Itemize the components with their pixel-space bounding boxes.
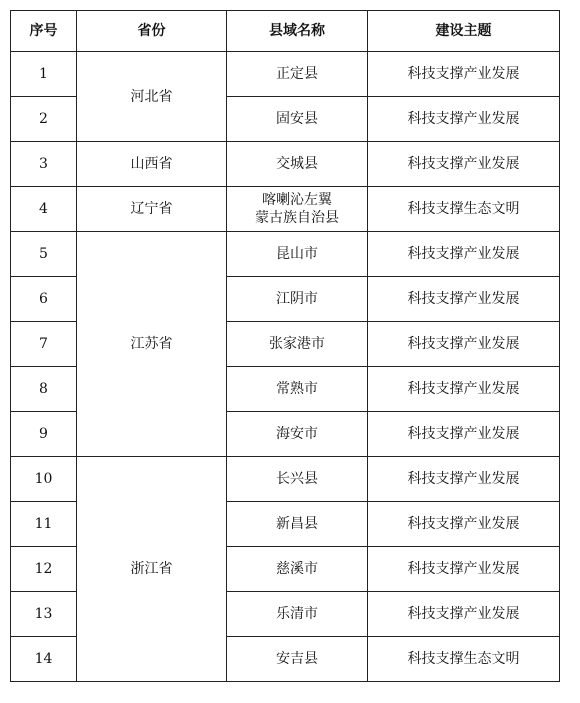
county-cell: 慈溪市: [227, 547, 368, 592]
table-row: [11, 187, 560, 232]
county-cell: 乐清市: [227, 592, 368, 637]
theme-cell: 科技支撑产业发展: [368, 232, 560, 277]
county-line-1: 喀喇沁左翼: [262, 192, 332, 208]
county-table: [10, 10, 560, 682]
province-cell: 山西省: [77, 142, 227, 187]
theme-cell: 科技支撑产业发展: [368, 277, 560, 322]
table-row: [11, 142, 560, 187]
province-cell: 辽宁省: [77, 187, 227, 232]
county-cell: 海安市: [227, 412, 368, 457]
row-number: 10: [11, 457, 77, 502]
table-row: [11, 52, 560, 97]
row-number: 9: [11, 412, 77, 457]
county-cell: 长兴县: [227, 457, 368, 502]
theme-cell: 科技支撑产业发展: [368, 547, 560, 592]
row-number: 2: [11, 97, 77, 142]
header-theme: 建设主题: [368, 11, 560, 52]
table-row: [11, 457, 560, 502]
theme-cell: 科技支撑产业发展: [368, 97, 560, 142]
province-cell: 河北省: [77, 52, 227, 142]
county-cell: [227, 187, 368, 232]
province-cell: 浙江省: [77, 457, 227, 682]
row-number: 6: [11, 277, 77, 322]
row-number: 3: [11, 142, 77, 187]
table-header-row: [11, 11, 560, 52]
row-number: 1: [11, 52, 77, 97]
theme-cell: 科技支撑产业发展: [368, 592, 560, 637]
table-row: [11, 232, 560, 277]
theme-cell: 科技支撑产业发展: [368, 52, 560, 97]
county-cell: 交城县: [227, 142, 368, 187]
theme-cell: 科技支撑生态文明: [368, 187, 560, 232]
county-cell: 正定县: [227, 52, 368, 97]
county-cell: 安吉县: [227, 637, 368, 682]
row-number: 7: [11, 322, 77, 367]
county-cell: 江阴市: [227, 277, 368, 322]
theme-cell: 科技支撑产业发展: [368, 457, 560, 502]
county-line-2: 蒙古族自治县: [255, 210, 339, 226]
row-number: 13: [11, 592, 77, 637]
county-table-container: [10, 10, 559, 682]
theme-cell: 科技支撑产业发展: [368, 322, 560, 367]
county-cell: 常熟市: [227, 367, 368, 412]
county-cell: 昆山市: [227, 232, 368, 277]
row-number: 4: [11, 187, 77, 232]
row-number: 5: [11, 232, 77, 277]
county-cell: 新昌县: [227, 502, 368, 547]
row-number: 14: [11, 637, 77, 682]
county-cell: 张家港市: [227, 322, 368, 367]
row-number: 11: [11, 502, 77, 547]
theme-cell: 科技支撑产业发展: [368, 142, 560, 187]
row-number: 8: [11, 367, 77, 412]
theme-cell: 科技支撑产业发展: [368, 367, 560, 412]
header-province: 省份: [77, 11, 227, 52]
province-cell: 江苏省: [77, 232, 227, 457]
header-county: 县域名称: [227, 11, 368, 52]
header-number: 序号: [11, 11, 77, 52]
county-cell: 固安县: [227, 97, 368, 142]
row-number: 12: [11, 547, 77, 592]
theme-cell: 科技支撑生态文明: [368, 637, 560, 682]
theme-cell: 科技支撑产业发展: [368, 412, 560, 457]
theme-cell: 科技支撑产业发展: [368, 502, 560, 547]
